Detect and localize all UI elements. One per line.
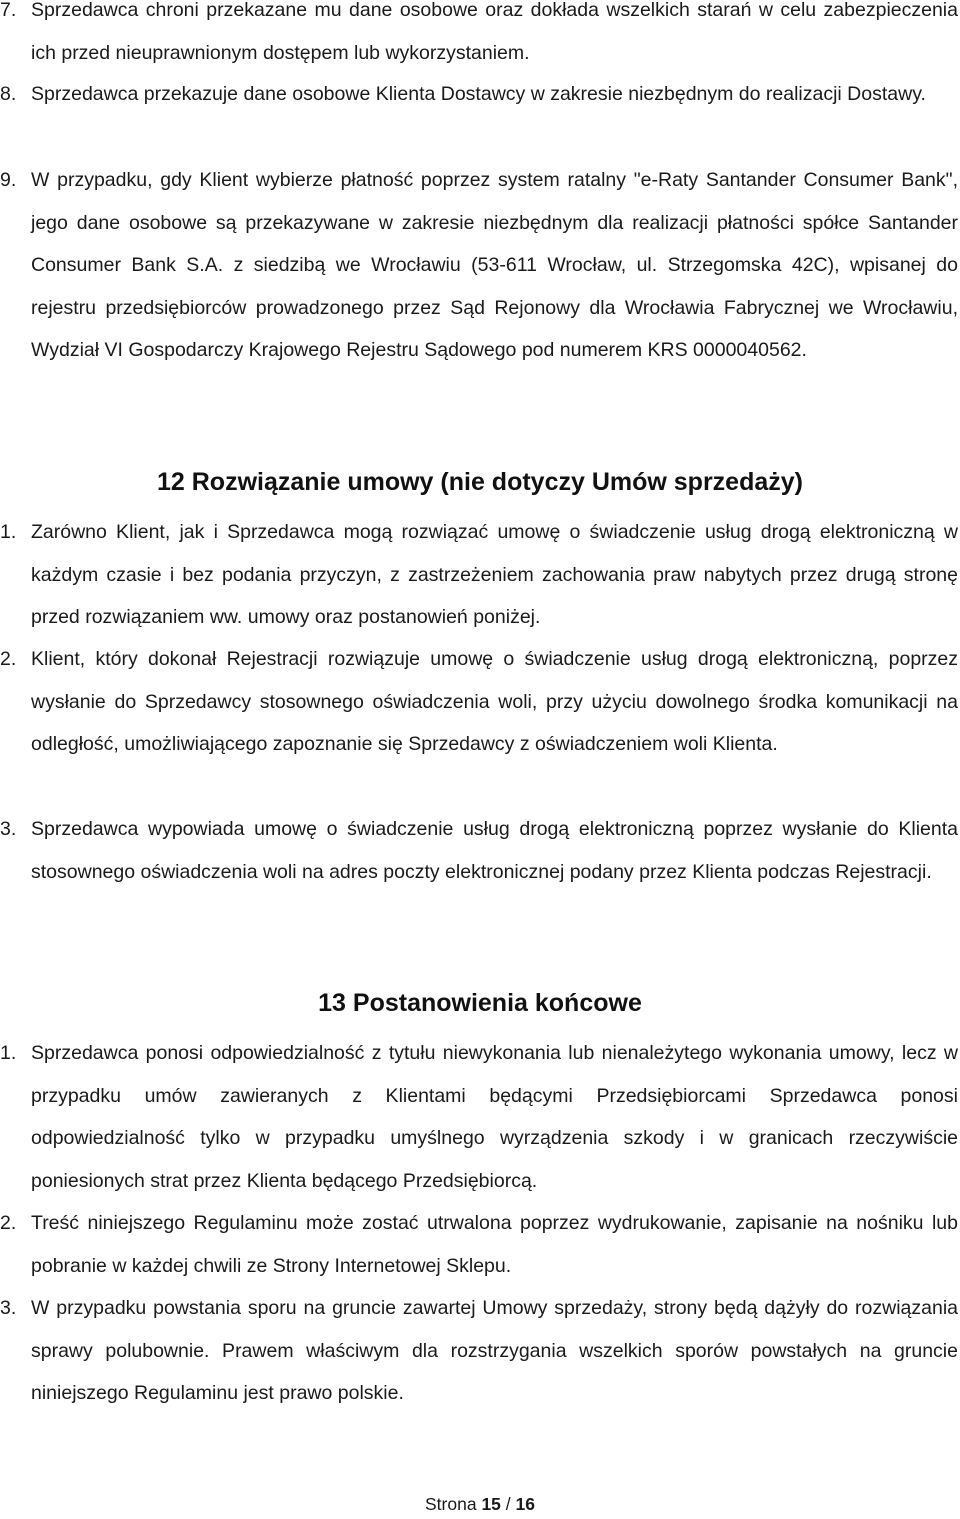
list-item-number: 1. [0, 1042, 17, 1064]
list-item-text: W przypadku, gdy Klient wybierze płatność poprzez system ratalny "e-Raty Santander Consumer Bank", jego dane osobowe są przekazywane w zakresie niezbędnym dla realizacji płatności spółce Santander Consumer Bank S.A. z siedzibą we Wrocławiu (53-611 Wrocław, ul. Strzegomska 42C), wpisanej do rejestru przedsiębiorców prowadzonego przez Sąd Rejonowy dla Wrocławia Fabrycznej we Wrocławiu, Wydział VI Gospodarczy Krajowego Rejestru Sądowego pod numerem KRS 0000040562. [31, 169, 958, 361]
list-item [0, 1287, 958, 1415]
list-item-number: 2. [0, 1212, 17, 1234]
list-item [0, 638, 958, 766]
list-item-text: W przypadku powstania sporu na gruncie zawartej Umowy sprzedaży, strony będą dążyły do rozwiązania sprawy polubownie. Prawem właściwym dla rozstrzygania wszelkich sporów powstałych na gruncie niniejszego Regulaminu jest prawo polskie. [31, 1297, 958, 1404]
list-item [0, 511, 958, 639]
list-item-text: Sprzedawca przekazuje dane osobowe Klienta Dostawcy w zakresie niezbędnym do realizacji Dostawy. [31, 83, 926, 105]
page-footer [0, 1492, 960, 1516]
section-heading: 13 Postanowienia końcowe [318, 989, 642, 1017]
page-label: Strona [425, 1494, 477, 1514]
list-item-text: Sprzedawca chroni przekazane mu dane osobowe oraz dokłada wszelkich starań w celu zabezpieczenia ich przed nieuprawnionym dostępem lub wykorzystaniem. [31, 0, 958, 64]
list-item-number: 3. [0, 818, 17, 840]
list-item-text: Zarówno Klient, jak i Sprzedawca mogą rozwiązać umowę o świadczenie usług drogą elektroniczną w każdym czasie i bez podania przyczyn, z zastrzeżeniem zachowania praw nabytych przez drugą stronę przed rozwiązaniem ww. umowy oraz postanowień poniżej. [31, 521, 958, 628]
list-item-number: 2. [0, 648, 17, 670]
list-item [0, 808, 958, 893]
list-item-text: Sprzedawca wypowiada umowę o świadczenie usług drogą elektroniczną poprzez wysłanie do Klienta stosownego oświadczenia woli na adres poczty elektronicznej podany przez Klienta podczas Rejestracji. [31, 818, 958, 883]
list-item-text: Klient, który dokonał Rejestracji rozwiązuje umowę o świadczenie usług drogą elektroniczną, poprzez wysłanie do Sprzedawcy stosownego oświadczenia woli, przy użyciu dowolnego środka komunikacji na odległość, umożliwiającego zapoznanie się Sprzedawcy z oświadczeniem woli Klienta. [31, 648, 958, 755]
list-item [0, 1202, 958, 1287]
list-item-number: 3. [0, 1297, 17, 1319]
list-item [0, 159, 958, 372]
list-item-number: 1. [0, 521, 17, 543]
list-item [0, 1032, 958, 1202]
list-item [0, 0, 958, 74]
current-page-number: 15 [481, 1494, 501, 1514]
list-item-text: Sprzedawca ponosi odpowiedzialność z tytułu niewykonania lub nienależytego wykonania umowy, lecz w przypadku umów zawieranych z Klientami będącymi Przedsiębiorcami Sprzedawca ponosi odpowiedzialność tylko w przypadku umyślnego wyrządzenia szkody i w granicach rzeczywiście poniesionych strat przez Klienta będącego Przedsiębiorcą. [31, 1042, 958, 1192]
page-separator: / [505, 1494, 511, 1514]
list-item-number: 9. [0, 169, 17, 191]
list-item-number: 8. [0, 83, 17, 105]
section-heading: 12 Rozwiązanie umowy (nie dotyczy Umów sprzedaży) [157, 468, 803, 496]
list-item-number: 7. [0, 0, 17, 21]
total-pages-number: 16 [515, 1494, 535, 1514]
list-item [0, 73, 958, 116]
list-item-text: Treść niniejszego Regulaminu może zostać utrwalona poprzez wydrukowanie, zapisanie na nośniku lub pobranie w każdej chwili ze Strony Internetowej Sklepu. [31, 1212, 958, 1277]
